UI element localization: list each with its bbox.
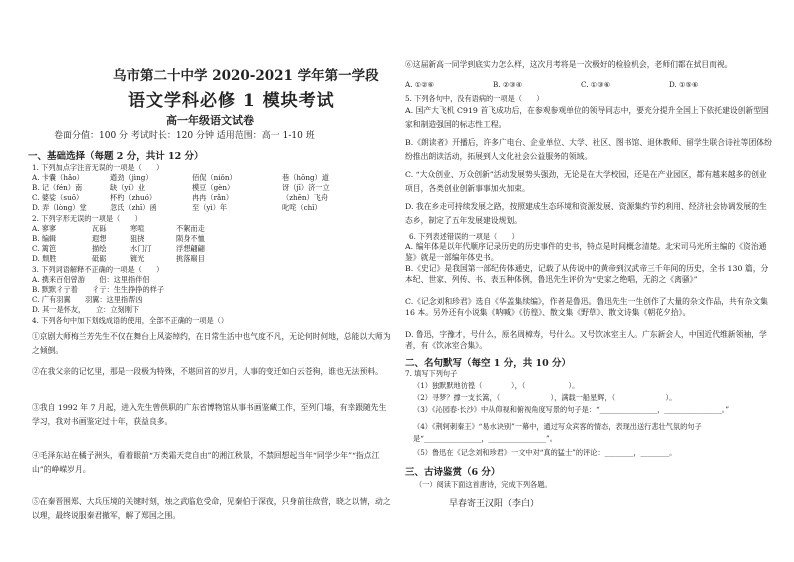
q5-option-a: A. 国产大飞机 C919 首飞成功后，在参观参观单位的领导同志中，要充分提升全国上下依托建设创新型国家和制造强国的标志性工程。	[405, 106, 769, 129]
q7-item-3: （3）《沁园春·长沙》中从仰视和俯视角度写景的句子是：“________________，________________。”	[413, 405, 730, 414]
q5-stem: 5. 下列各句中，没有语病的一项是（ ）	[405, 94, 544, 103]
q4-item-1: ①京剧大师梅兰芳先生不仅在舞台上风姿绰约，在日常生活中也气度不凡，无论何时何地，总能以大师为之倾倒。	[32, 332, 391, 355]
q4-item-4: ④毛泽东站在橘子洲头，看着眼前“万类霜天竞自由”的湘江秋景，不禁回想起当年“同学少年”“指点江山”的峥嵘岁月。	[32, 451, 380, 474]
q3-option-c: C. 广有羽翼 羽翼：这里指帮凶	[32, 295, 143, 304]
q5-option-c: C. “大众创业、万众创新”活动发展势头强劲，无论是在大学校园，还是在产业园区，都有越来越多的创业项目，各类创业创新事事加火加束。	[405, 170, 767, 193]
q2-stem: 2. 下列字形无误的一项是（ ）	[32, 214, 142, 223]
q7-stem: 7. 填写下列句子	[405, 369, 458, 378]
q3-option-b: B. 默默彳亍着 彳亍：生生挣挣的样子	[32, 285, 165, 294]
school-title: 乌市第二十中学 2020-2021 学年第一学段	[113, 68, 379, 84]
q4-item-2: ②在我父亲的记忆里，那是一段极为特殊，不堪回首的岁月，人事的变迁如白云苍狗，谁也无法预料。	[32, 367, 383, 376]
left-column	[28, 0, 396, 562]
section-1-heading: 一、基础选择（每题 2 分，共计 12 分）	[28, 151, 204, 162]
q7-item-2: （2）寻梦？撑一支长篙，（ ），满载一船星辉，（ ）。	[413, 393, 677, 402]
q2-options: A. 寥寥 瓦砾 寒喧 不絮而走 B. 编辑 遐想 狙挠 陨身不恤 C. 篱笆 描绘 水门汀 浮想翩翩 D. 颓胜 砥砺 镀光 挑落巅目	[32, 224, 205, 263]
q8-intro: （一）阅读下面这首唐诗，完成下列各题。	[415, 480, 552, 489]
q7-item-1: （1）独默默地彷徨（ ），（ ）。	[413, 381, 580, 390]
q6-option-c: C.《记念刘和珍君》选自《华盖集续编》，作者是鲁迅。鲁迅先生一生创作了大量的杂文作品，共有杂文集 16 本。另外还有小说集《呐喊》《彷徨》、散文集《野草》、散文诗集《朝花夕拾》。	[405, 297, 768, 317]
q4-options	[405, 80, 698, 90]
q4-option-d: D. ①⑤⑥	[669, 80, 699, 89]
q4-item-6: ⑥这届新高一同学到底实力怎么样，这次月考将是一次极好的检验机会，老师们都在拭目而视。	[405, 60, 733, 69]
q6-option-a: A. 编年体是以年代顺序记录历史的历史事件的史书，特点是时间概念清楚。北宋司马光所主编的《资治通鉴》就是一部编年体史书。	[405, 242, 767, 262]
q5-option-d: D. 我在乡走可持续发展之路，按照建成生态环境和资源发展、资源集约节约利用、经济社会协调发展的生态乡，制定了五年发展建设规划。	[405, 202, 767, 225]
q4-option-a: A. ①②⑥	[405, 80, 435, 89]
q3-option-a: A. 携来百侣曾游 侣：这里指伴侣	[32, 275, 150, 284]
exam-meta: 卷面分值：100 分 考试时长：120 分钟 适用范围：高一 1-10 班	[54, 131, 315, 141]
q4-stem: 4. 下列各句中加下划线成语的使用，全部不正确的一项是（）	[32, 316, 229, 325]
right-column	[405, 0, 777, 562]
section-2-heading: 二、名句默写（每空 1 分，共 10 分）	[405, 358, 572, 369]
exam-title: 语文学科必修 1 模块考试	[128, 91, 335, 111]
q3-option-d: D. 其一是怀友， 立：立刻刚下	[32, 305, 140, 314]
poem-title: 早春寄王汉阳（李白）	[449, 499, 540, 509]
q3-stem: 3. 下列词语解释不正确的一项是（ ）	[32, 265, 164, 274]
q4-option-b: B. ②③④	[493, 80, 523, 89]
q6-option-b: B.《史记》是我国第一部纪传体通史，记载了从传说中的黄帝到汉武帝三千年间的历史，全书 130 篇，分本纪、世家、列传、书、表五种体例，鲁迅先生评价为“史家之绝唱，无韵之《离骚》”	[405, 264, 769, 284]
q7-item-4: （4）《荆轲刺秦王》“易水诀别”一幕中，通过写众宾客的情态，表现出送行悲壮气氛的句子是“________________，________________”。	[413, 422, 702, 443]
paper-title: 高一年级语文试卷	[166, 114, 254, 127]
q4-option-c: C. ①③⑥	[581, 80, 611, 89]
q5-option-b: B.《朗读者》开播后，许多广电台、企业单位、大学、社区、图书馆、退休教师、留学生联合诗社等团体纷纷推出朗读活动，拓展到人文化社会公益服务的领域。	[405, 138, 772, 161]
q4-item-5: ⑤在秦晋围郑、大兵压境的关键时刻，烛之武临危受命，见秦伯于深夜，只身前往敌营，晓之以情，动之以理，最终说服秦君撤军，解了郑国之围。	[32, 497, 391, 520]
section-3-heading: 三、古诗鉴赏（6 分）	[405, 467, 501, 478]
q6-stem: 6. 下列表述错误的一项是（ ）	[409, 232, 519, 241]
q1-stem: 1. 下列加点字注音无误的一项是（ ）	[32, 163, 164, 172]
q1-options: A. 卡嚢（hǎo） 遒劲（jìng） 佰侃（niǒn） 巷（hōng）道 B. 记（fén）南 缺（yí）业 模豆（gèn） 讶（jī）济一立 C. 婆娑（suō） 杯杓（zhuó） 冉冉（rǎn） （zhēn）飞舟 D. 弄（lòng）堂 忽氐（zhī）函 至（yì）年 叱咤（chǐ）	[32, 173, 330, 212]
q7-item-5: （5）鲁迅在《记念刘和珍君》一文中对“真的猛士”的评论：________，________。	[413, 448, 677, 457]
q4-item-3: ③我自 1992 年 7 月起，进入先生曾供职的广东省博物馆从事书画鉴藏工作，至列门墙，有幸跟随先生学习，我对书画鉴定过十年，获益良多。	[32, 403, 387, 426]
q6-option-d: D. 鲁迅，字豫才，号什么，原名周樟寿，号什么。又号饮冰室主人。广东新会人，中国近代维新领袖，学者，有《饮冰室合集》。	[405, 330, 767, 350]
